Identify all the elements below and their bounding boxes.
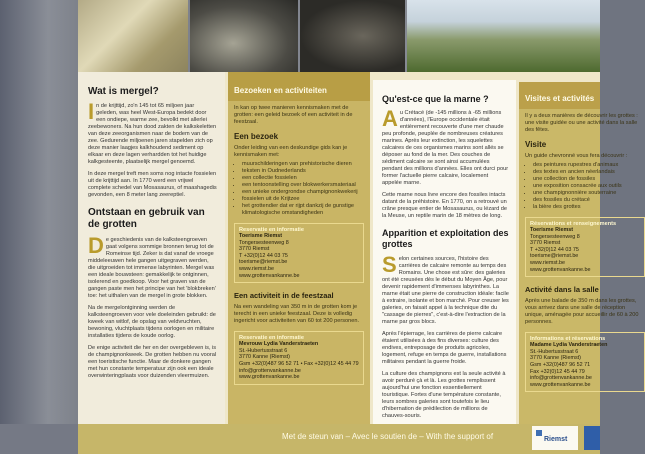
info-line: Gsm +32(0)487 96 52 71 • Fax +32(0)12 45 44 79 — [239, 360, 359, 367]
list-item: • fossielen uit de Krijtzee — [242, 196, 364, 203]
riemst-logo-mark — [536, 430, 542, 436]
info-line: www.riemst.be — [239, 265, 275, 272]
info-line: Gsm +32(0)487 96 52 71 — [530, 361, 591, 368]
list-item: • een collectie fossielen — [242, 175, 364, 182]
info-line: Mevrouw Lydia Vanderstraeten — [239, 341, 319, 348]
panel-header — [519, 82, 600, 109]
list-item: • une exposition consacrée aux outils — [533, 183, 645, 190]
info-line: info@grottenvankanne.be — [530, 375, 592, 382]
dropcap-a: A — [382, 106, 398, 131]
info-line: www.grottenvankanne.be — [239, 272, 300, 279]
column-dutch-visits — [228, 72, 370, 425]
paragraph: De enige activiteit die her en der overgebleven is, is de champignonkweek. De grotten hebben nu vooral een toeristische functie. Maar de donkere gangen met hun constante temperatuur zijn ook een ideale overwinteringplaats voor duizenden vleermuizen. — [88, 345, 217, 379]
info-line: Fax +32(0)12 45 44 79 — [530, 368, 585, 375]
sponsor-footer — [0, 424, 600, 454]
info-line: Toerisme Riemst — [530, 227, 574, 233]
paragraph: La culture des champignons est la seule activité à avoir perduré çà et là. Les grottes remplissent aujourd'hui une fonction essentiellement touristique. Fortes d'une température constante, leurs sombres galeries sont toutefois le lieu d'hibernation de prédilection de millions de chauves-souris. — [382, 371, 506, 419]
info-line: 3770 Kanne (Riemst) — [239, 354, 290, 361]
list-item: • een unieke ondergrondse champignonkwekerij — [242, 189, 364, 196]
paragraph: Après une balade de 350 m dans les grottes, vous arrivez dans une salle de réception unique, aménagée pour accueillir de 60 à 200 personnes. — [525, 298, 639, 326]
paragraph: e geschiedenis van de kalksteengroeven gaat volgens sommige bronnen terug tot de Romeinse tijd. Zeker is dat vanaf de vroege middeleeuwen hele gangen uitgegraven werden, die uitgroeiden tot immense labyrinten. Mergel was een ideale bouwsteen: gemakkelijk te ontginnen, isolerend en goedkoop. Voor het graven van de gangen paste men het principe van het 'blokbreken' toe: het uithalen van de mergel in grote blokken. — [88, 237, 216, 299]
section-title-activite: Activité dans la salle — [525, 285, 599, 295]
riemst-logo — [532, 426, 578, 450]
list-item: • des textes en ancien néerlandais — [533, 169, 645, 176]
info-line: Tongersesteenweg 8 — [239, 239, 289, 246]
info-box-heading: Reservatie en informatie — [239, 335, 304, 342]
info-line: T +32(0)12 44 03 75 — [239, 252, 288, 259]
info-line: toerisme@riemst.be — [530, 253, 579, 260]
info-line: St.-Hubertusstraat 6 — [239, 347, 288, 354]
section-title-een-bezoek: Een bezoek — [234, 132, 279, 141]
paragraph: In kan op twee manieren kennismaken met de grotten: een geleid bezoek of een activiteit in de feestzaal. — [234, 105, 353, 125]
section-title-apparition: Apparition et exploitation des grottes — [382, 228, 509, 249]
info-line: toerisme@riemst.be — [239, 259, 288, 266]
info-line: St.-Hubertusstraat 6 — [530, 348, 579, 355]
list-item: • teksten in Oudnederlands — [242, 168, 364, 175]
dropcap-s: S — [382, 252, 397, 277]
info-line: www.grottenvankanne.be — [530, 266, 591, 273]
info-line: T +32(0)12 44 03 75 — [530, 246, 579, 253]
info-line: www.grottenvankanne.be — [530, 381, 591, 388]
paragraph: n de krijttijd, zo'n 145 tot 65 miljoen jaar geleden, was heel West-Europa bedekt door een ondiepe, warme zee, bevolkt met allerlei zeebewoners. Na hun dood zakten de kalkskeletten van deze zeeorganismen naar de bodem van de zee. Gedurende miljoenen jaren stapelden zich op deze manier laagjes kalkhoudend sediment op elkaar en deze lagen verhardden tot het huidige kalkgesteente, plaatselijk mergel genoemd. — [88, 103, 217, 165]
paragraph: Na een wandeling van 350 m in de grotten kom je terecht in een unieke feestzaal. Deze is volledig ingericht voor activiteiten van 60 tot 200 personen. — [234, 304, 360, 325]
list-item: • des peintures rupestres d'animaux — [533, 162, 645, 169]
paragraph: Onder leiding van een deskundige gids kan je kennismaken met: — [234, 145, 348, 158]
list-item: • een tentoonstelling over blokwerkersmateriaal — [242, 182, 364, 189]
bullet-list — [525, 162, 645, 211]
fossil-photo — [78, 0, 188, 72]
info-box-heading: Informations et réservations — [530, 336, 606, 343]
panel-header — [228, 72, 370, 101]
info-box-heading: Reservatie en informatie — [239, 227, 304, 233]
info-box-heading: Réservations et renseignements — [530, 221, 617, 227]
dropcap-i: I — [88, 99, 95, 124]
paragraph: u Crétacé (de -145 millions à -65 millions d'années), l'Europe occidentale était entièrement recouverte d'une mer chaude peu profonde, peuplée de nombreuses créatures marines. Après leur extinction, les squelettes calcaires de ces organismes marins sont allés se déposer au fond de la mer. Des couches de sédiment calcaire se sont ainsi accumulées pendant des millions d'années. Elles ont durci pour former l'actuelle pierre calcaire, localement appelée marne. — [382, 110, 509, 186]
paragraph: Na de mergelontginning werden de kalksteengroeven voor vele doeleinden gebruikt: de kweek van witlof, de opslag van veldvruchten, bewoning, vluchtplaats tijdens oorlogen en militaire installaties tijdens de koude oorlog. — [88, 305, 216, 339]
paragraph: Il y a deux manières de découvrir les grottes : une visite guidée ou une activité dans la salle des fêtes. — [525, 113, 638, 133]
dropcap-d: D — [88, 233, 104, 258]
info-line: info@grottenvankanne.be — [239, 367, 301, 374]
cave-photo-2 — [300, 0, 405, 72]
section-title-visite: Visite — [525, 140, 547, 149]
info-line: 3770 Riemst — [530, 240, 561, 247]
column-french-history — [373, 80, 516, 425]
footer-left-strip — [0, 424, 78, 454]
column-dutch-history — [78, 72, 225, 425]
paragraph: Après l'épierrage, les carrières de pierre calcaire étaient utilisées à des fins diverses: culture des endives, entreposage de produits agricoles, logement, refuge en temps de guerre, installations militaires pendant la guerre froide. — [382, 331, 507, 365]
section-title-wat-is-mergel: Wat is mergel? — [88, 86, 159, 97]
column-french-visits — [519, 82, 639, 425]
section-title-ontstaan: Ontstaan en gebruik van de grotten — [88, 207, 205, 230]
paragraph: Cette marne nous livre encore des fossiles intacts datant de la préhistoire. En 1770, on a retrouvé un crâne presque entier de Mosasaurus, ou lézard de la Meuse, un reptile marin de 18 mètres de long. — [382, 192, 508, 219]
list-item: • une champignonnière souterraine — [533, 190, 645, 197]
list-item: • het grottendier dat er rijpt dankzij de gunstige klimatologische omstandigheden — [242, 203, 364, 217]
list-item: • la bière des grottes — [533, 204, 645, 211]
panel-header-title: Bezoeken en activiteiten — [234, 86, 327, 95]
info-line: www.riemst.be — [530, 259, 566, 266]
cave-photo-1 — [190, 0, 298, 72]
info-line: 3770 Kanne (Riemst) — [530, 355, 581, 362]
section-title-feestzaal: Een activiteit in de feestzaal — [234, 291, 334, 301]
list-item: • muurschilderingen van prehistorische dieren — [242, 161, 364, 168]
bullet-list — [234, 161, 364, 217]
footer-text: Met de steun van – Avec le soutien de – With the support of — [282, 432, 494, 441]
info-line: www.grottenvankanne.be — [239, 374, 300, 381]
paragraph: elon certaines sources, l'histoire des carrières de calcaire remonte au temps des Romains. Une chose est sûre: des galeries ont été creusées dès le début du Moyen Âge, pour devenir rapidement d'immenses labyrinthes. La marne était une pierre de construction idéale: facile à extraire, isolante et bon marché. Pour creuser les galeries, on faisait appel à la technique dite du "cassage de pierres", c'est-à-dire l'extraction de la marne par gros blocs. — [382, 256, 509, 325]
paragraph: In deze mergel treft men soms nog intacte fossielen uit de krijttijd aan. In 1770 werd een vrijwel complete schedel van Mosasaurus, of maashagedis gevonden, een 8 meter lang zeereptiel. — [88, 171, 217, 198]
info-box-reservation — [525, 217, 645, 277]
section-title-marne: Qu'est-ce que la marne ? — [382, 94, 489, 104]
info-box-reservation — [234, 223, 364, 283]
info-line: Madame Lydia Vanderstraeten — [530, 342, 608, 349]
panel-header-title: Visites et activités — [525, 94, 595, 103]
info-line: Toerisme Riemst — [239, 233, 283, 239]
landscape-photo — [407, 0, 600, 72]
info-line: 3770 Riemst — [239, 246, 270, 253]
riemst-logo-text: Riemst — [544, 436, 568, 443]
list-item: • des fossiles du crétacé — [533, 197, 645, 204]
paragraph: Un guide chevronné vous fera découvrir : — [525, 153, 628, 159]
info-line: Tongersesteenweg 8 — [530, 233, 580, 240]
second-logo — [584, 426, 600, 450]
info-box-salle — [525, 332, 645, 392]
info-box-feestzaal — [234, 331, 364, 385]
list-item: • une collection de fossiles — [533, 176, 645, 183]
